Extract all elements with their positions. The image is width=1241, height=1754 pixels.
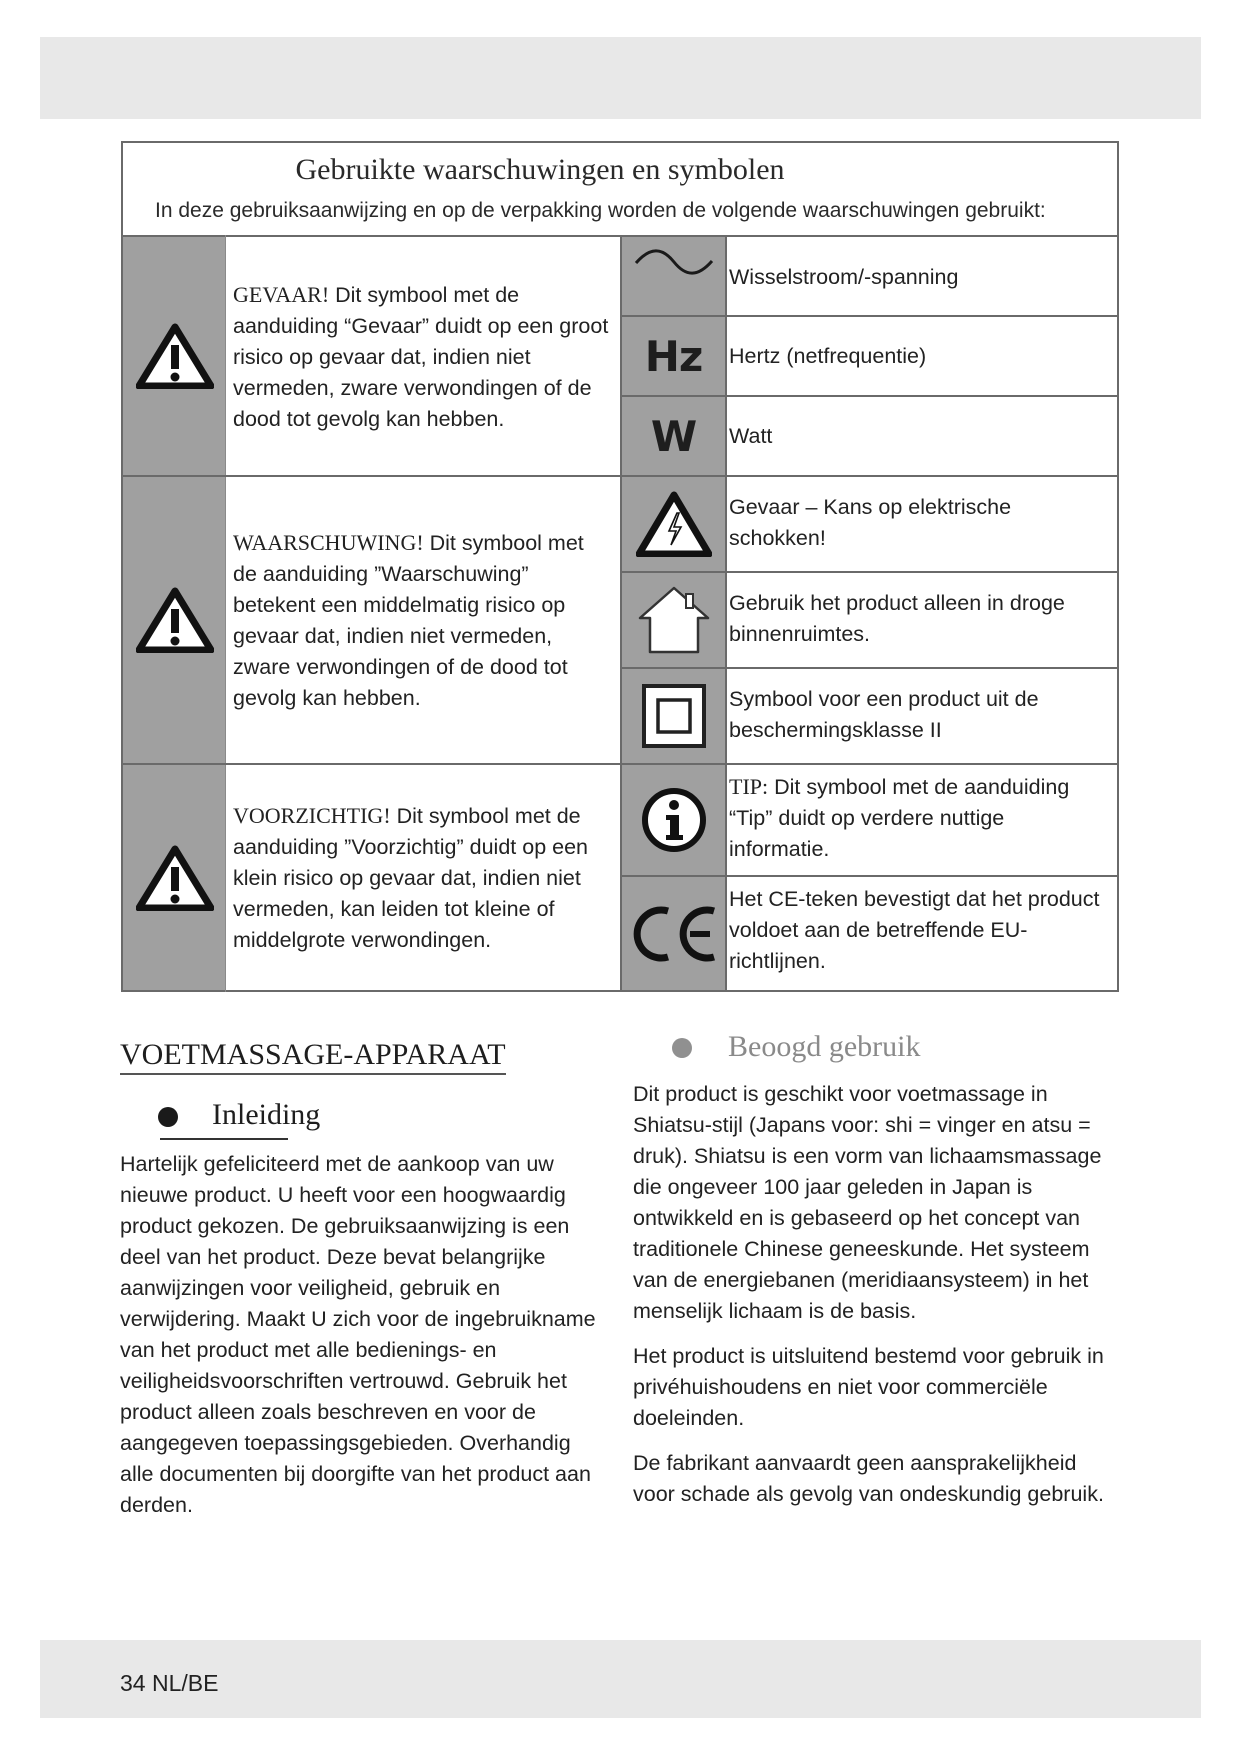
indoor-house-icon — [622, 573, 725, 667]
warning-danger-text: GEVAAR! Dit symbool met de aanduiding “Gevaar” duidt op een groot risico op gevaar dat, indien niet vermeden, zware verwondingen of de dood tot gevolg kan hebben. — [233, 282, 609, 431]
private-use-text: Het product is uitsluitend bestemd voor gebruik in privéhuishoudens en niet voor commerciële doeleinden. — [633, 1344, 1104, 1430]
electric-shock-text: Gevaar – Kans op elektrische schokken! — [729, 495, 1012, 550]
watt-text: Watt — [729, 424, 773, 448]
protection-class-text: Symbool voor een product uit de beschermingsklasse II — [729, 687, 1039, 742]
ac-text: Wisselstroom/-spanning — [729, 265, 959, 289]
page-number: 34 NL/BE — [120, 1670, 219, 1696]
bullet-icon — [158, 1107, 178, 1127]
warning-triangle-icon — [123, 237, 226, 475]
hertz-symbol: Hz — [644, 331, 703, 381]
tip-text: TIP: Dit symbool met de aanduiding “Tip” duidt op verdere nuttige informatie. — [729, 774, 1070, 861]
indoor-use-text: Gebruik het product alleen in droge binnenruimtes. — [729, 591, 1065, 646]
introduction-text: Hartelijk gefeliciteerd met de aankoop van uw nieuwe product. U heeft voor een hoogwaardig product gekozen. De gebruiksaanwijzing is een deel van het product. Deze bevat belangrijke aanwijzingen voor veiligheid, gebruik en verwijdering. Maakt U zich voor de ingebruikname van het product met alle bedienings- en veiligheidsvoorschriften vertrouwd. Gebruik het product alleen zoals beschreven en voor de aangegeven toepassingsgebieden. Overhandig alle documenten bij doorgifte van het product aan derden. — [120, 1152, 596, 1517]
liability-text: De fabrikant aanvaardt geen aansprakelijkheid voor schade als gevolg van ondeskundig gebruik. — [633, 1451, 1104, 1506]
ce-text: Het CE-teken bevestigt dat het product voldoet aan de betreffende EU-richtlijnen. — [729, 887, 1100, 973]
table-title: Gebruikte waarschuwingen en symbolen — [295, 153, 785, 186]
warnings-table — [121, 141, 1119, 992]
alternating-current-icon — [622, 237, 725, 315]
product-title: VOETMASSAGE-APPARAAT — [120, 1038, 506, 1075]
intended-use-text: Dit product is geschikt voor voetmassage in Shiatsu-stijl (Japans voor: shi = vinger en atsu = druk). Shiatsu is een vorm van lichaamsmassage die ongeveer 100 jaar geleden in Japan is ontwikkeld en is gebaseerd op het concept van traditionele Chinese geneeskunde. Het systeem van de energiebanen (meridiaansysteem) in het menselijk lichaam is de basis. — [633, 1082, 1102, 1323]
watt-icon — [622, 397, 725, 475]
warning-triangle-icon — [123, 477, 226, 763]
introduction-paragraph — [120, 1149, 605, 1535]
ce-mark-icon — [622, 877, 725, 990]
electric-shock-icon — [622, 477, 725, 571]
hertz-icon — [622, 317, 725, 395]
bullet-icon — [672, 1038, 692, 1058]
warning-caution-text: WAARSCHUWING! Dit symbool met de aanduiding ”Waarschuwing” betekent een middelmatig risico op gevaar dat, indien niet vermeden, zware verwondingen of de dood tot gevolg kan hebben. — [233, 530, 584, 710]
heading-underline — [160, 1138, 288, 1140]
divider — [725, 235, 727, 992]
warning-triangle-icon — [123, 765, 226, 990]
hertz-text: Hertz (netfrequentie) — [729, 344, 927, 368]
info-icon — [622, 765, 725, 875]
intended-use-heading: Beoogd gebruik — [728, 1030, 921, 1063]
introduction-heading: Inleiding — [212, 1098, 321, 1131]
header-band — [40, 37, 1201, 119]
intended-use-paragraphs — [633, 1079, 1123, 1524]
warning-careful-text: VOORZICHTIG! Dit symbool met de aanduiding ”Voorzichtig” duidt op een klein risico op gevaar dat, indien niet vermeden, kan leiden tot kleine of middelgrote verwondingen. — [233, 803, 589, 952]
protection-class-ii-icon — [622, 669, 725, 763]
table-subtitle: In deze gebruiksaanwijzing en op de verpakking worden de volgende waarschuwingen gebruikt: — [155, 199, 1046, 222]
watt-symbol: W — [650, 411, 697, 461]
